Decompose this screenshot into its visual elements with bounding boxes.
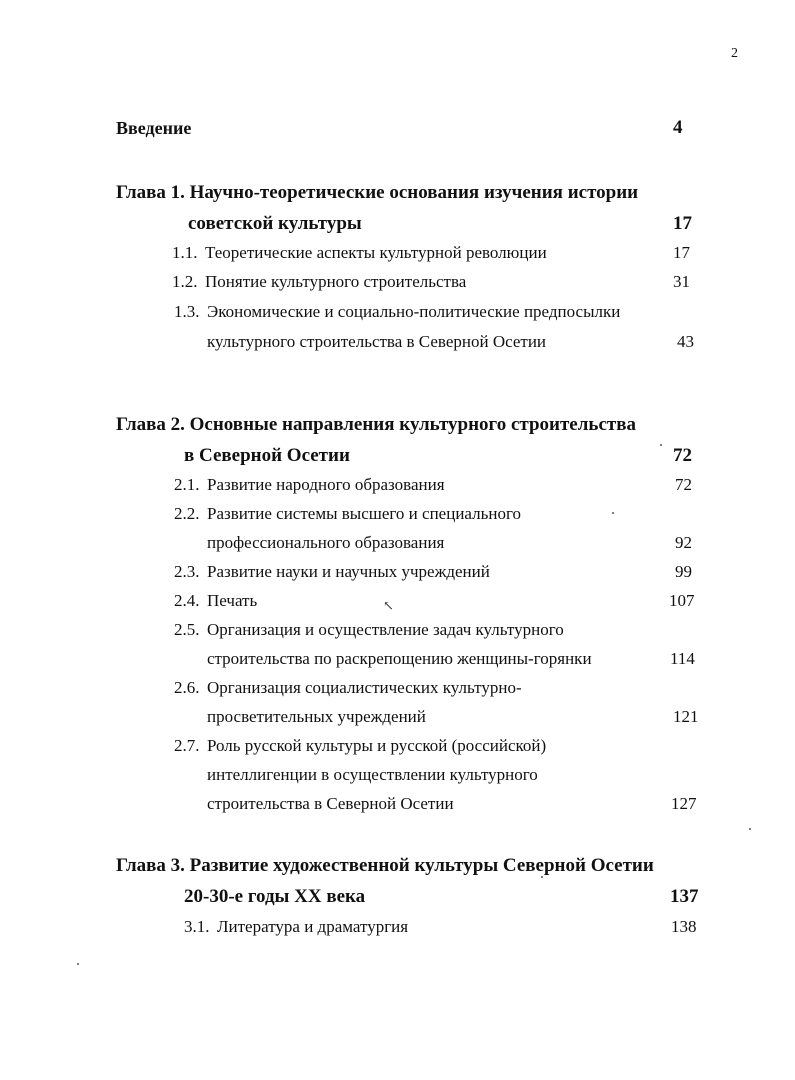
section-2-6-title-cont: просветительных учреждений: [207, 707, 426, 726]
section-2-6-page: 121: [673, 707, 699, 726]
section-2-7-title: Роль русской культуры и русской (российской): [207, 736, 547, 755]
chapter2-page: 72: [673, 445, 692, 466]
section-2-2-title: Развитие системы высшего и специального: [207, 504, 521, 523]
chapter3-title: Глава 3. Развитие художественной культуры Северной Осетии: [116, 855, 654, 876]
chapter3-title-cont: 20-30-е годы XX века: [184, 886, 366, 907]
section-2-3-number: 2.3.: [174, 562, 200, 581]
section-3-1-number: 3.1.: [184, 917, 210, 936]
section-2-2-title-cont: профессионального образования: [207, 533, 445, 552]
section-2-1-number: 2.1.: [174, 475, 200, 494]
section-3-1-title: Литература и драматургия: [217, 917, 409, 936]
section-2-7-page: 127: [671, 794, 697, 813]
section-1-3-page: 43: [677, 332, 694, 351]
section-2-2-number: 2.2.: [174, 504, 200, 523]
section-2-3-title: Развитие науки и научных учреждений: [207, 562, 490, 581]
section-2-7-number: 2.7.: [174, 736, 200, 755]
scan-speck: [749, 828, 751, 830]
section-2-2-page: 92: [675, 533, 692, 552]
scan-speck: [612, 512, 614, 514]
section-2-4-title: Печать: [207, 591, 258, 610]
chapter3-page: 137: [670, 886, 699, 907]
section-2-5-title-cont: строительства по раскрепощению женщины-горянки: [207, 649, 592, 668]
section-1-2-page: 31: [673, 272, 690, 291]
section-2-5-page: 114: [670, 649, 695, 668]
scan-mark-icon: ↖: [383, 598, 394, 613]
section-1-2-title: Понятие культурного строительства: [205, 272, 467, 291]
section-2-5-number: 2.5.: [174, 620, 200, 639]
intro-page: 4: [673, 117, 683, 138]
section-2-3-page: 99: [675, 562, 692, 581]
section-3-1-page: 138: [671, 917, 697, 936]
section-1-1-title: Теоретические аспекты культурной революции: [205, 243, 547, 262]
section-2-6-title: Организация социалистических культурно-: [207, 678, 522, 697]
section-2-1-title: Развитие народного образования: [207, 475, 445, 494]
chapter2-title-cont: в Северной Осетии: [184, 445, 350, 466]
section-1-3-number: 1.3.: [174, 302, 200, 321]
page-number: 2: [731, 46, 738, 61]
section-1-1-number: 1.1.: [172, 243, 198, 262]
scan-speck: [660, 444, 662, 446]
intro-title: Введение: [116, 118, 192, 138]
section-2-5-title: Организация и осуществление задач культурного: [207, 620, 564, 639]
section-1-3-title-cont: культурного строительства в Северной Осетии: [207, 332, 547, 351]
section-1-1-page: 17: [673, 243, 690, 262]
section-1-3-title: Экономические и социально-политические предпосылки: [207, 302, 621, 321]
chapter2-title: Глава 2. Основные направления культурного строительства: [116, 414, 636, 435]
section-2-4-number: 2.4.: [174, 591, 200, 610]
section-2-1-page: 72: [675, 475, 692, 494]
section-1-2-number: 1.2.: [172, 272, 198, 291]
scan-speck: [77, 963, 79, 965]
chapter1-title: Глава 1. Научно-теоретические основания изучения истории: [116, 182, 639, 203]
section-2-4-page: 107: [669, 591, 695, 610]
scan-speck: [541, 876, 543, 878]
chapter1-title-cont: советской культуры: [188, 213, 362, 234]
chapter1-page: 17: [673, 213, 692, 234]
section-2-6-number: 2.6.: [174, 678, 200, 697]
section-2-7-title-cont2: строительства в Северной Осетии: [207, 794, 454, 813]
section-2-7-title-cont: интеллигенции в осуществлении культурного: [207, 765, 538, 784]
